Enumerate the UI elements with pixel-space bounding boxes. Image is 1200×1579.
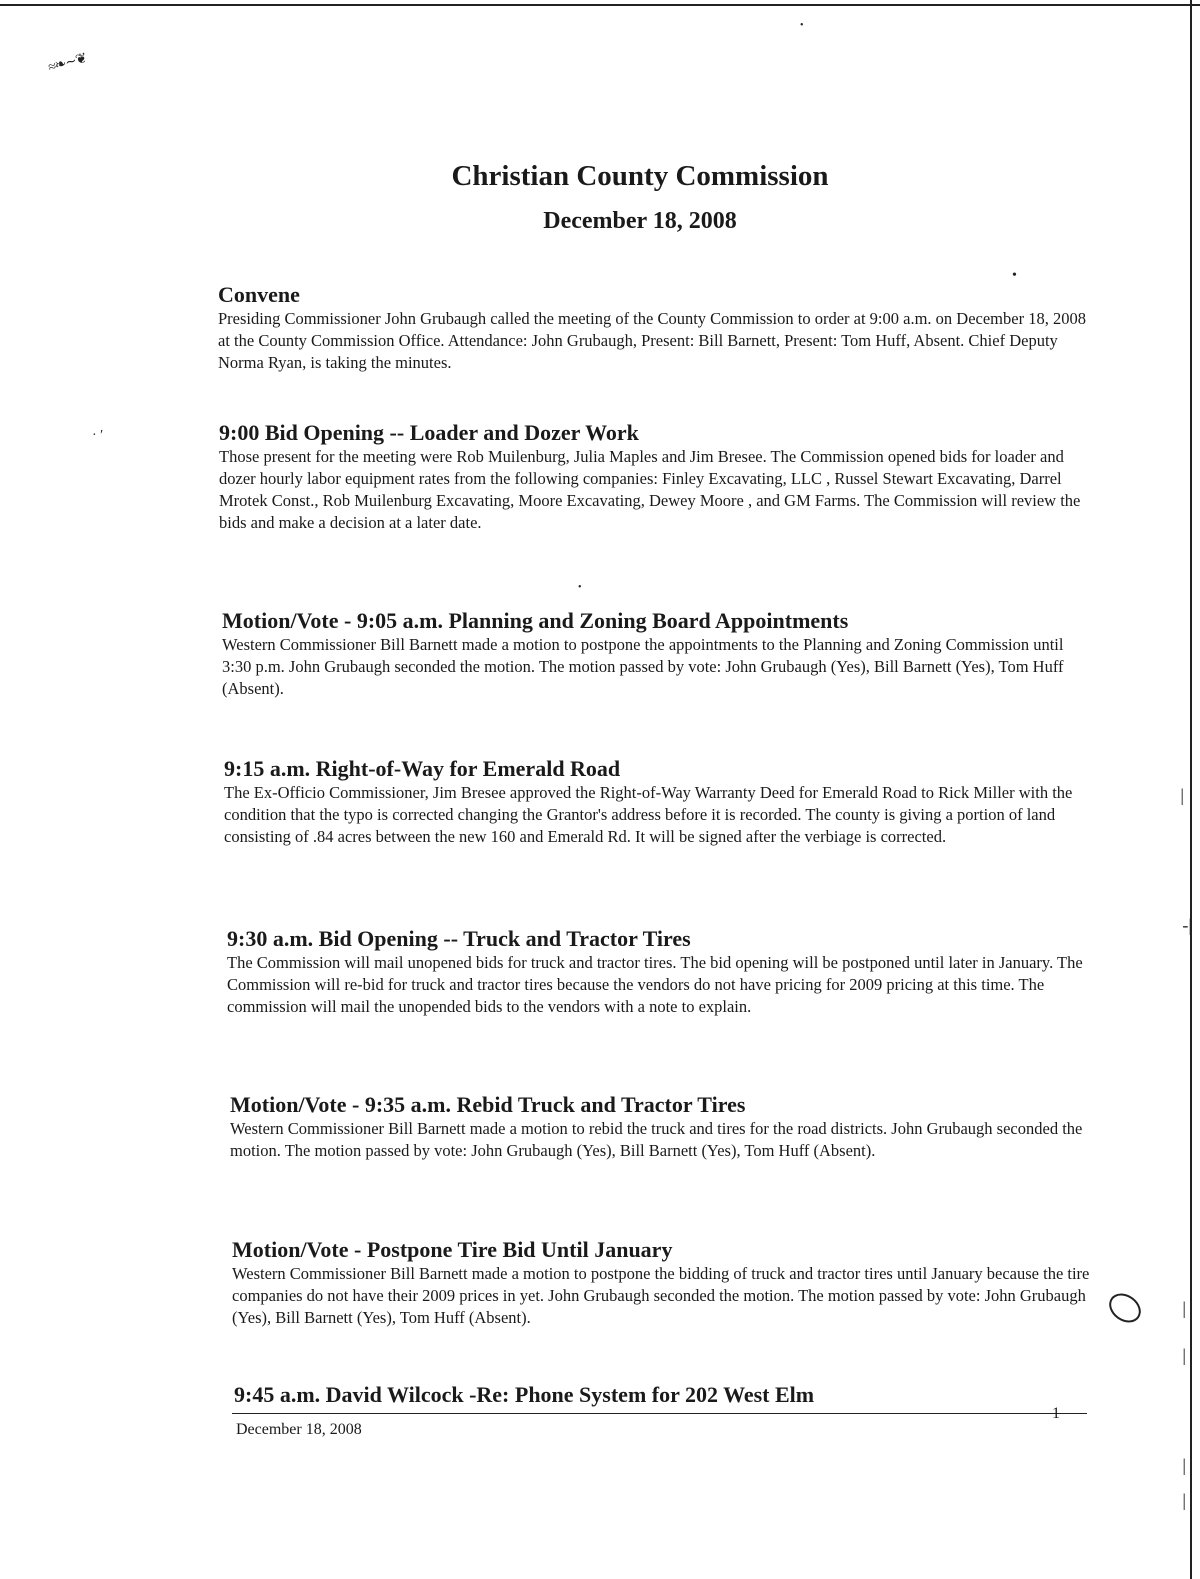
- document-date: December 18, 2008: [543, 208, 737, 234]
- footer-date: December 18, 2008: [236, 1421, 362, 1438]
- section-heading: Motion/Vote - 9:05 a.m. Planning and Zoning Board Appointments: [222, 608, 849, 633]
- scan-border-right: [1190, 0, 1192, 1579]
- section-bid-opening-loader: [219, 420, 1089, 534]
- section-body: Western Commissioner Bill Barnett made a motion to postpone the bidding of truck and tractor tires until January because the tire companies do not have their 2009 prices in yet. John Grubaugh seconded the motion. The motion passed by vote: John Grubaugh (Yes), Bill Barnett (Yes), Tom Huff (Absent).: [232, 1264, 1090, 1327]
- section-heading: 9:45 a.m. David Wilcock -Re: Phone System for 202 West Elm: [234, 1382, 815, 1407]
- section-heading: Motion/Vote - 9:35 a.m. Rebid Truck and Tractor Tires: [230, 1092, 746, 1117]
- margin-mark-icon: |: [1182, 1298, 1186, 1318]
- margin-mark-icon: |: [1182, 1490, 1186, 1510]
- section-phone-system: [234, 1382, 1104, 1408]
- section-body: Western Commissioner Bill Barnett made a motion to postpone the appointments to the Planning and Zoning Commission until 3:30 p.m. John Grubaugh seconded the motion. The motion passed by vote: John Grubaugh (Yes), Bill Barnett (Yes), Tom Huff (Absent).: [222, 635, 1064, 698]
- margin-mark-icon: |: [1182, 1455, 1186, 1475]
- section-body: Those present for the meeting were Rob Muilenburg, Julia Maples and Jim Bresee. The Commission opened bids for loader and dozer hourly labor equipment rates from the following companies: Finley Excavating, LLC , Russel Stewart Excavating, Darrel Mrotek Const., Rob Muilenburg Excavating, Moore Excavating, Dewey Moore , and GM Farms. The Commission will review the bids and make a decision at a later date.: [219, 447, 1081, 532]
- scan-speck-icon: •: [800, 20, 804, 31]
- handwritten-scribble-icon: ≈❧∼❦: [46, 51, 89, 76]
- scan-speck-icon: •: [578, 582, 582, 593]
- section-heading: 9:00 Bid Opening -- Loader and Dozer Work: [219, 420, 639, 445]
- section-bid-opening-tires: [227, 926, 1097, 1018]
- margin-mark-icon: |: [1182, 1345, 1186, 1365]
- section-heading: Convene: [218, 282, 300, 307]
- document-title: Christian County Commission: [451, 160, 829, 192]
- section-heading: Motion/Vote - Postpone Tire Bid Until January: [232, 1237, 673, 1262]
- section-rebid-tires: [230, 1092, 1100, 1162]
- section-body: Presiding Commissioner John Grubaugh called the meeting of the County Commission to order at 9:00 a.m. on December 18, 2008 at the County Commission Office. Attendance: John Grubaugh, Present: Bill Barnett, Present: Tom Huff, Absent. Chief Deputy Norma Ryan, is taking the minutes.: [218, 309, 1086, 372]
- section-body: The Ex-Officio Commissioner, Jim Bresee approved the Right-of-Way Warranty Deed for Emerald Road to Rick Miller with the condition that the typo is corrected changing the Grantor's address before it is recorded. The county is giving a portion of land consisting of .84 acres between the new 160 and Emerald Rd. It will be signed after the verbiage is corrected.: [224, 783, 1073, 846]
- page-number: 1: [1052, 1405, 1060, 1422]
- section-postpone-tire-bid: [232, 1237, 1102, 1329]
- section-body: Western Commissioner Bill Barnett made a motion to rebid the truck and tires for the road districts. John Grubaugh seconded the motion. The motion passed by vote: John Grubaugh (Yes), Bill Barnett (Yes), Tom Huff (Absent).: [230, 1119, 1083, 1160]
- handwritten-circle-icon: [1104, 1288, 1147, 1329]
- margin-mark-icon: -|: [1182, 915, 1192, 935]
- section-heading: 9:15 a.m. Right-of-Way for Emerald Road: [224, 756, 621, 781]
- section-right-of-way: [224, 756, 1094, 848]
- scan-speck-icon: · ′: [92, 428, 104, 443]
- margin-mark-icon: |: [1180, 785, 1184, 805]
- section-convene: [218, 282, 1088, 374]
- section-body: The Commission will mail unopened bids for truck and tractor tires. The bid opening will be postponed until later in January. The Commission will re-bid for truck and tractor tires because the vendors do not have pricing for 2009 pricing at this time. The commission will mail the unopended bids to the vendors with a note to explain.: [227, 953, 1083, 1016]
- section-heading: 9:30 a.m. Bid Opening -- Truck and Tractor Tires: [227, 926, 691, 951]
- scan-border-top: [0, 4, 1200, 6]
- section-planning-zoning: [222, 608, 1092, 700]
- scan-speck-icon: •: [1012, 268, 1017, 283]
- footer-divider: [232, 1413, 1087, 1414]
